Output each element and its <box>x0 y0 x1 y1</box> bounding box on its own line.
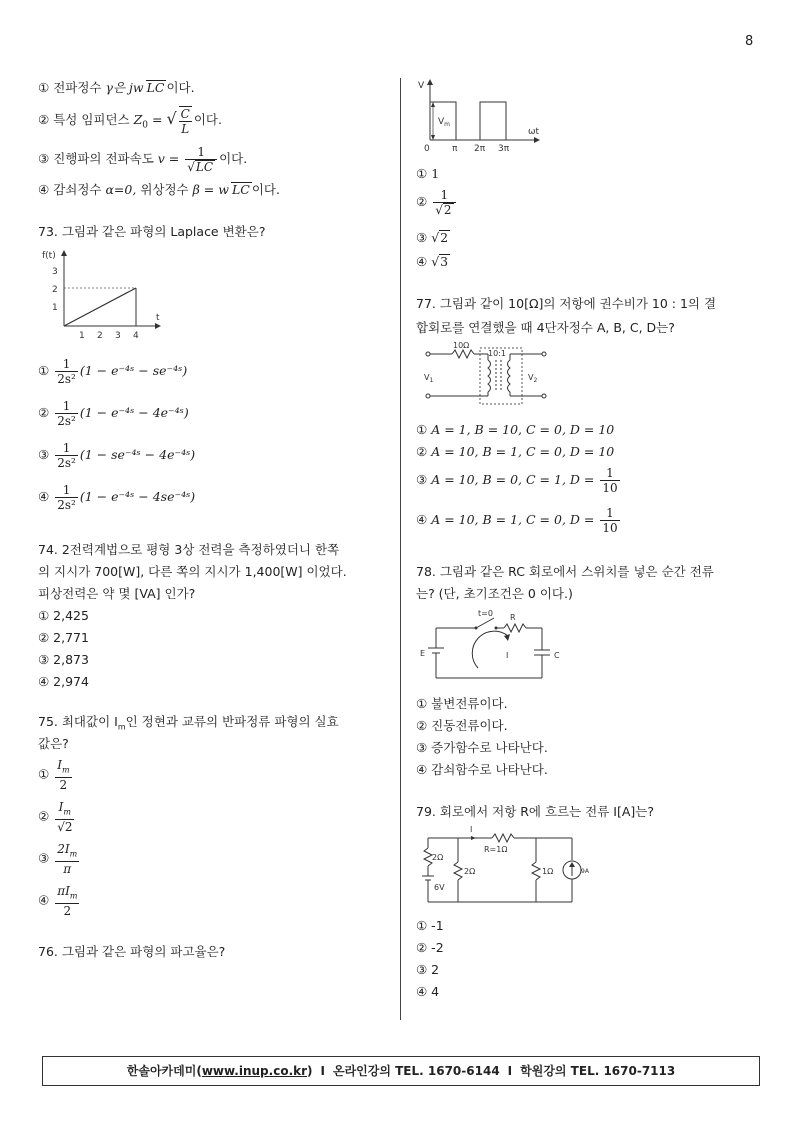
q76-option-1[interactable]: ① 1 <box>416 166 440 181</box>
q76-graph <box>416 76 552 154</box>
q77-v2-label: $V_2$ <box>528 373 538 384</box>
q78-option-2[interactable]: ② 진동전류이다. <box>416 718 508 733</box>
q72-option-4[interactable]: ④ 감쇠정수 α=0, 위상정수 β = w LC 이다. <box>38 182 280 197</box>
footer-offline-tel: 학원강의 TEL. 1670-7113 <box>520 1064 676 1078</box>
q73-y-label: f(t) <box>42 251 56 261</box>
q78-e-label: E <box>420 649 426 658</box>
q73-option-4[interactable]: ④ $\frac{1}{\text{2s²}}$ (1 − e⁻⁴ˢ − 4se⁻⁴ˢ) <box>38 483 196 512</box>
q79-option-3[interactable]: ③ 2 <box>416 962 440 977</box>
footer-online-tel: 온라인강의 TEL. 1670-6144 <box>332 1064 500 1078</box>
q78-option-1[interactable]: ① 불변전류이다. <box>416 696 508 711</box>
q78-c-label: C <box>554 651 560 660</box>
q79-r1-label: 2Ω <box>432 853 444 862</box>
q74-line-3: 피상전력은 약 몇 [VA] 인가? <box>38 586 196 601</box>
q77-option-3[interactable]: ③ A = 10, B = 0, C = 1, D = $\frac{1}{10}$ <box>416 466 618 495</box>
q74-line-2: 의 지시가 700[W], 다른 쪽의 지시가 1,400[W] 이었다. <box>38 564 347 579</box>
q77-circuit <box>420 340 550 408</box>
q79-option-1[interactable]: ① -1 <box>416 918 444 933</box>
q76-vm-label: $V_m$ <box>438 117 451 128</box>
q74-option-4[interactable]: ④ 2,974 <box>38 674 89 689</box>
q73-x-tick-1: 1 <box>79 331 85 341</box>
q74-option-1[interactable]: ① 2,425 <box>38 608 89 623</box>
q77-line-1: 77. 그림과 같이 10[Ω]의 저항에 권수비가 10 : 1의 결 <box>416 296 717 311</box>
q75-option-1[interactable]: ① $\frac{I_m}{2}$ <box>38 758 70 793</box>
q76-x-tick-pi: π <box>452 144 458 154</box>
q77-ratio-label: 10:1 <box>488 349 506 358</box>
q79-r-label: R=1Ω <box>484 845 508 854</box>
q76-x-tick-3pi: 3π <box>498 144 510 154</box>
q73-y-tick-1: 1 <box>52 303 58 313</box>
q79-i-label: I <box>470 825 473 834</box>
q76-option-2[interactable]: ② $\frac{1}{√2}$ <box>416 186 458 218</box>
q73-option-3[interactable]: ③ $\frac{1}{\text{2s²}}$ (1 − se⁻⁴ˢ − 4e⁻⁴ˢ) <box>38 441 196 470</box>
q76-option-4[interactable]: ④ √3 <box>416 254 449 269</box>
q73-option-2[interactable]: ② $\frac{1}{\text{2s²}}$ (1 − e⁻⁴ˢ − 4e⁻⁴ˢ) <box>38 399 189 428</box>
q76-x-label: ωt <box>528 127 540 137</box>
q77-option-4[interactable]: ④ A = 10, B = 1, C = 0, D = $\frac{1}{10}$ <box>416 506 618 535</box>
q78-r-label: R <box>510 613 516 622</box>
q73-title: 73. 그림과 같은 파형의 Laplace 변환은? <box>38 224 266 239</box>
q78-line-1: 78. 그림과 같은 RC 회로에서 스위치를 넣은 순간 전류 <box>416 564 714 579</box>
q78-i-label: I <box>506 651 509 660</box>
q79-r2-label: 2Ω <box>464 867 476 876</box>
q77-option-2[interactable]: ② A = 10, B = 1, C = 0, D = 10 <box>416 444 615 459</box>
q78-switch-label: t=0 <box>478 609 493 618</box>
column-divider <box>400 78 401 1020</box>
q78-option-4[interactable]: ④ 감쇠함수로 나타난다. <box>416 762 548 777</box>
q76-title: 76. 그림과 같은 파형의 파고율은? <box>38 944 226 959</box>
q79-option-4[interactable]: ④ 4 <box>416 984 440 999</box>
q74-option-2[interactable]: ② 2,771 <box>38 630 89 645</box>
q72-option-1[interactable]: ① 전파정수 γ은 jw LC 이다. <box>38 80 195 95</box>
q79-option-2[interactable]: ② -2 <box>416 940 444 955</box>
footer-brand: 한솔아카데미( <box>126 1064 202 1078</box>
q79-src-label: 9A <box>581 868 589 875</box>
q77-line-2: 합회로를 연결했을 때 4단자정수 A, B, C, D는? <box>416 320 675 335</box>
page-number: 8 <box>745 34 754 49</box>
q79-circuit <box>418 826 588 910</box>
q75-option-2[interactable]: ② $\frac{I_m}{√2}$ <box>38 800 73 835</box>
footer: 한솔아카데미(www.inup.co.kr) I 온라인강의 TEL. 1670-6144 I 학원강의 TEL. 1670-7113 <box>42 1056 760 1086</box>
q78-option-3[interactable]: ③ 증가함수로 나타난다. <box>416 740 548 755</box>
q79-v-label: 6V <box>434 883 445 892</box>
q79-title: 79. 회로에서 저항 R에 흐르는 전류 I[A]는? <box>416 804 655 819</box>
q77-option-1[interactable]: ① A = 1, B = 10, C = 0, D = 10 <box>416 422 615 437</box>
q75-option-3[interactable]: ③ $\frac{2I_m}{\pi}$ <box>38 842 78 877</box>
q73-x-label: t <box>156 313 160 323</box>
q79-r3-label: 1Ω <box>542 867 554 876</box>
q73-x-tick-3: 3 <box>115 331 121 341</box>
q73-y-tick-2: 2 <box>52 285 58 295</box>
q73-option-1[interactable]: ① $\frac{1}{\text{2s²}}$ (1 − e⁻⁴ˢ − se⁻⁴ˢ) <box>38 357 188 386</box>
q76-x-tick-0: 0 <box>424 144 430 154</box>
q75-line-2: 값은? <box>38 736 69 751</box>
q74-line-1: 74. 2전력계법으로 평형 3상 전력을 측정하였더니 한쪽 <box>38 542 340 557</box>
q75-option-4[interactable]: ④ $\frac{\pi I_m}{2}$ <box>38 884 78 919</box>
q78-line-2: 는? (단, 초기조건은 0 이다.) <box>416 586 573 601</box>
q73-y-tick-3: 3 <box>52 267 58 277</box>
footer-separator-1: I <box>320 1064 325 1078</box>
q76-x-tick-2pi: 2π <box>474 144 486 154</box>
q77-r-label: 10Ω <box>453 341 470 350</box>
q72-option-3[interactable]: ③ 진행파의 전파속도 v = $\frac{1}{√LC}$ 이다. <box>38 145 248 174</box>
q73-x-tick-2: 2 <box>97 331 103 341</box>
q73-graph <box>38 248 168 344</box>
q72-option-2[interactable]: ② 특성 임피던스 $Z_0$ = √ $\frac{C}{L}$ 이다. <box>38 106 222 136</box>
q76-v-label: V <box>418 81 425 91</box>
footer-separator-2: I <box>507 1064 513 1078</box>
q75-line-1: 75. 최대값이 $I_m$인 정현과 교류의 반파정류 파형의 실효 <box>38 714 339 732</box>
q77-v1-label: $V_1$ <box>424 373 434 384</box>
q73-x-tick-4: 4 <box>133 331 139 341</box>
q78-circuit <box>418 606 568 690</box>
q74-option-3[interactable]: ③ 2,873 <box>38 652 89 667</box>
q76-option-3[interactable]: ③ √2 <box>416 230 449 245</box>
footer-url[interactable]: www.inup.co.kr <box>201 1064 308 1078</box>
